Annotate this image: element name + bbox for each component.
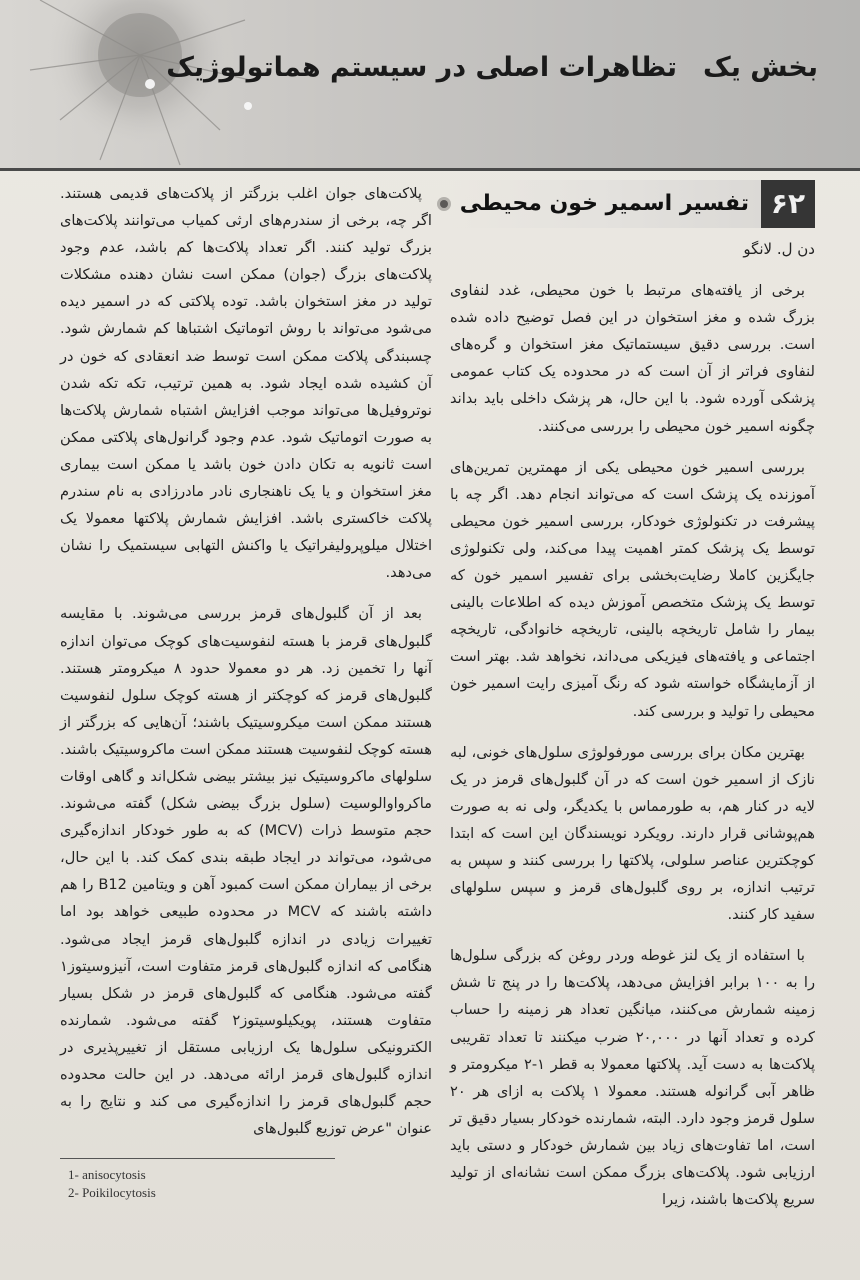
footnote-divider bbox=[60, 1158, 335, 1159]
cell-bullet-icon bbox=[436, 196, 452, 212]
paragraph: برخی از یافته‌های مرتبط با خون محیطی، غدد لنفاوی بزرگ شده و مغز استخوان در این فصل توضیح داده شده است. بررسی دقیق سیستماتیک مغز استخوان و گره‌های لنفاوی فراتر از آن است که در محدوده یک کتاب عمومی پزشکی آورده شود. با این حال، هر پزشک داخلی باید بداند چگونه اسمیر خون محیطی را بررسی می‌کنند. bbox=[450, 282, 815, 435]
footnote: 1- anisocytosis bbox=[68, 1167, 146, 1182]
chapter-heading bbox=[450, 180, 815, 228]
chapter-title: تفسیر اسمیر خون محیطی bbox=[459, 191, 749, 217]
paragraph: بعد از آن گلبول‌های قرمز بررسی می‌شوند. با مقایسه گلبول‌های قرمز با هسته لنفوسیت‌های کوچک می‌توان اندازه آنها را تخمین زد. هر دو معمولا حدود ۸ میکرومتر هستند. گلبول‌های قرمز که کوچکتر از هسته کوچک سلول لنفوسیت هستند ممکن است میکروسیتیک باشند؛ آن‌هایی که بزرگتر از هسته کوچک لنفوسیت هستند ممکن است ماکروسیتیک باشند. سلولهای ماکروسیتیک نیز بیشتر بیضی شکل‌اند و گاهی اوقات ماکرواوالوسیت (سلول بزرگ بیضی شکل) گفته می‌شوند. حجم متوسط ذرات (MCV) که به طور خودکار اندازه‌گیری می‌شود، می‌تواند در ایجاد طبقه بندی کمک کند. با این حال، برخی از بیماران ممکن است کمبود آهن و ویتامین B12 را هم داشته باشند که MCV در محدوده طبیعی خواهد بود اما تغییرات زیادی در اندازه گلبول‌های قرمز ایجاد می‌شود. هنگامی که اندازه گلبول‌های قرمز متفاوت است، آنیزوسیتوز۱ گفته می‌شود. هنگامی که گلبول‌های قرمز در شکل بسیار متفاوت هستند، پویکیلوسیتوز۲ گفته می‌شود. شمارنده الکترونیکی سلول‌ها یک ارزیابی مستقل از تغییرپذیری در اندازه گلبول‌های قرمز ارائه می‌دهد. در این حالت محدوده حجم گلبول‌های قرمز را اندازه‌گیری می کند و نتایج را به عنوان "عرض توزیع گلبول‌های bbox=[60, 605, 432, 1138]
chapter-author: دن ل. لانگو bbox=[743, 240, 815, 258]
footnotes bbox=[68, 1166, 156, 1202]
paragraph: با استفاده از یک لنز غوطه وردر روغن که بزرگی سلول‌ها را به ۱۰۰ برابر افزایش می‌دهد، پلاکت‌ها را در پنج تا شش زمینه شمارش می‌کنند، میانگین تعداد هر زمینه را حساب کرده و تعداد آنها در ۲۰,۰۰۰ ضرب میکنند تا تعداد تقریبی پلاکت‌ها به دست آید. پلاکتها معمولا به قطر ۱-۲ میکرومتر و ظاهر آبی گرانوله هستند. معمولا ۱ پلاکت به ازای هر ۲۰ سلول قرمز وجود دارد. البته، شمارنده خودکار بسیار دقیق تر است، اما تفاوت‌های زیاد بین شمارش خودکار و دستی باید ارزیابی شود. پلاکت‌های بزرگ ممکن است نشانه‌ای از تولید سریع پلاکت‌ها باشند، زیرا bbox=[450, 947, 816, 1209]
paragraph: بررسی اسمیر خون محیطی یکی از مهمترین تمرین‌های آموزنده یک پزشک است که می‌تواند انجام دهد. اگر چه با پیشرفت در تکنولوژی خودکار، بررسی اسمیر خون محیطی توسط یک پزشک کمتر اهمیت پیدا می‌کند، ولی تکنولوژی جایگزین کاملا رضایت‌بخشی برای تفسیر اسمیر خون که توسط یک پزشک متخصص آموزش دیده که اطلاعات بالینی بیمار را شامل تاریخچه بالینی، تاریخچه خانوادگی، تاریخچه اجتماعی و یافته‌های فیزیکی می‌داند، نخواهد شد. بهتر است از آزمایشگاه خواسته شود که رنگ آمیزی رایت اسمیر خون محیطی را تولید و بررسی کند. bbox=[450, 458, 815, 720]
paragraph: بهترین مکان برای بررسی مورفولوژی سلول‌های خونی، لبه نازک از اسمیر خون است که در آن گلبول‌های قرمز در یک لایه در کنار هم، به طورمماس با یکدیگر، ولی نه به صورت هم‌پوشانی قرار دارند. رویکرد نویسندگان این است که ابتدا کوچکترین عناصر سلولی، پلاکتها را بررسی کنند و سپس به ترتیب اندازه، بر روی گلبول‌های قرمز و سپس سلولهای سفید کار کنند. bbox=[450, 743, 815, 924]
footnote: 2- Poikilocytosis bbox=[68, 1185, 156, 1200]
left-text-column bbox=[60, 180, 432, 1156]
part-heading bbox=[166, 52, 818, 83]
paragraph: پلاکت‌های جوان اغلب بزرگتر از پلاکت‌های قدیمی هستند. اگر چه، برخی از سندرم‌های ارثی کمیاب می‌توانند پلاکت‌های بزرگ تولید کنند. اگر تعداد پلاکت‌ها کم باشد، عدم وجود پلاکت‌های بزرگ (جوان) ممکن است نشان دهنده مشکلات تولید در مغز استخوان باشد. توده پلاکتی که در اسمیر دیده می‌شود می‌تواند با روش اتوماتیک اشتباها کم شمارش شود. چسبندگی پلاکت ممکن است توسط ضد انعقادی که خون در آن کشیده شده ایجاد شود. به همین ترتیب، تکه تکه شدن نوتروفیل‌ها می‌تواند موجب افزایش اشتباه شمارش پلاکت‌ها به صورت اتوماتیک شود. عدم وجود گرانول‌های پلاکتی ممکن است ثانویه به تکان دادن خون باشد یا ممکن است بیماری مغز استخوان و یا یک ناهنجاری نادر مادرزادی به نام سندرم پلاکت خاکستری باشد. افزایش شمارش پلاکتها معمولا یک اختلال میلوپرولیفراتیک یا واکنش التهابی سیستمیک را نشان می‌دهد. bbox=[60, 185, 432, 582]
right-text-column bbox=[450, 180, 815, 1227]
blood-cell-illustration-icon bbox=[20, 0, 260, 171]
part-header-band bbox=[0, 0, 860, 171]
part-label: بخش یک bbox=[703, 52, 818, 83]
chapter-number: ۶۲ bbox=[761, 180, 815, 228]
part-title: تظاهرات اصلی در سیستم هماتولوژیک bbox=[166, 52, 678, 83]
